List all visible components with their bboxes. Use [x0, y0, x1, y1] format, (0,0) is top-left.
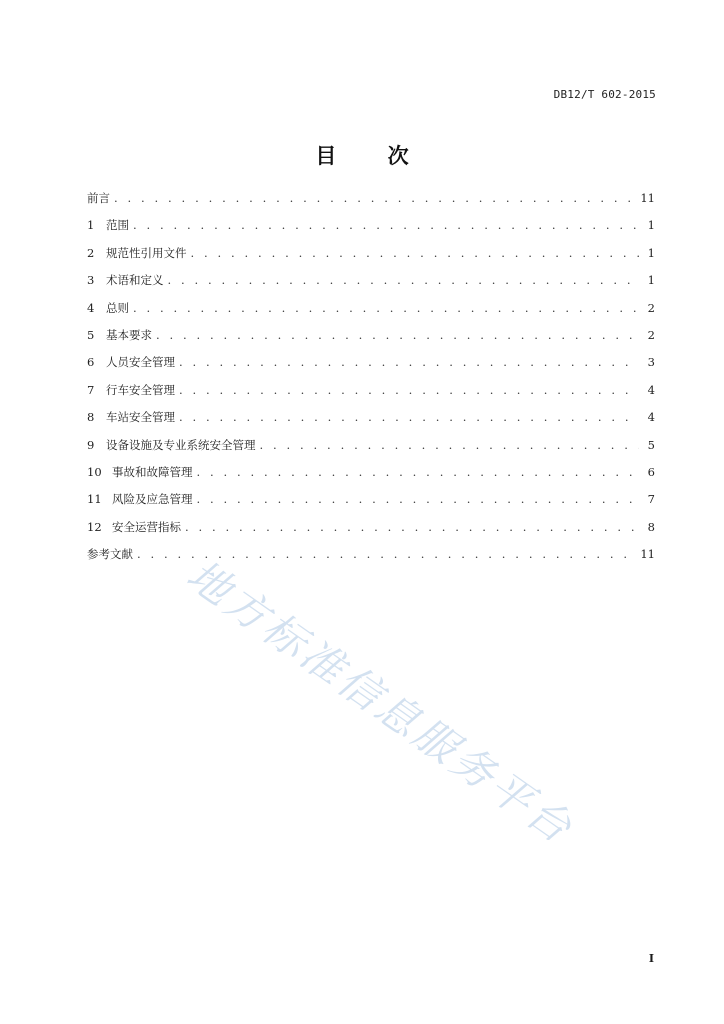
toc-entry-8[interactable]	[87, 409, 655, 436]
toc-entry-page: 3	[647, 355, 655, 370]
toc-entry-page: 11	[640, 547, 655, 562]
toc-leader-dots	[179, 410, 639, 424]
toc-entry-6[interactable]	[87, 354, 655, 381]
toc-entry-number: 4	[87, 300, 95, 315]
toc-entry-page: 1	[647, 245, 655, 260]
toc-entry-12[interactable]	[87, 519, 655, 546]
toc-entry-number: 2	[87, 245, 95, 260]
toc-entry-label: 行车安全管理	[106, 382, 175, 397]
toc-entry-page: 8	[647, 519, 655, 534]
toc-leader-dots	[133, 218, 639, 232]
toc-leader-dots	[114, 191, 634, 205]
toc-entry-label: 人员安全管理	[106, 355, 175, 370]
toc-entry-label: 术语和定义	[106, 273, 164, 288]
toc-entry-foreword[interactable]	[87, 190, 655, 217]
toc-entry-number: 10	[87, 464, 102, 479]
document-code: DB12/T 602-2015	[553, 88, 656, 101]
table-of-contents	[87, 190, 655, 573]
toc-entry-label: 事故和故障管理	[112, 464, 193, 479]
toc-entry-page: 5	[647, 437, 655, 452]
toc-entry-page: 6	[647, 464, 655, 479]
toc-leader-dots	[197, 492, 640, 506]
toc-entry-11[interactable]	[87, 491, 655, 518]
toc-leader-dots	[168, 273, 640, 287]
page-number: I	[648, 952, 654, 965]
toc-entry-page: 7	[647, 492, 655, 507]
toc-entry-page: 2	[647, 300, 655, 315]
toc-entry-label: 车站安全管理	[106, 410, 175, 425]
toc-leader-dots	[260, 438, 640, 452]
toc-entry-1[interactable]	[87, 217, 655, 244]
toc-entry-label: 安全运营指标	[112, 519, 181, 534]
toc-entry-5[interactable]	[87, 327, 655, 354]
toc-entry-7[interactable]	[87, 382, 655, 409]
toc-entry-number: 3	[87, 273, 95, 288]
toc-leader-dots	[133, 301, 639, 315]
toc-entry-label: 参考文献	[87, 547, 133, 562]
toc-leader-dots	[197, 465, 640, 479]
page-title: 目 次	[315, 144, 431, 168]
toc-entry-number: 11	[87, 492, 102, 507]
toc-entry-number: 12	[87, 519, 102, 534]
toc-entry-label: 基本要求	[106, 327, 152, 342]
toc-leader-dots	[179, 355, 639, 369]
toc-entry-references[interactable]	[87, 546, 655, 573]
toc-leader-dots	[156, 328, 639, 342]
toc-entry-page: 11	[640, 191, 655, 205]
toc-leader-dots	[191, 246, 640, 260]
toc-entry-9[interactable]	[87, 437, 655, 464]
watermark: 地方标准信息服务平台	[178, 550, 584, 855]
toc-entry-3[interactable]	[87, 272, 655, 299]
toc-entry-label: 范围	[106, 218, 129, 233]
toc-entry-page: 1	[647, 218, 655, 233]
toc-entry-label: 设备设施及专业系统安全管理	[106, 437, 256, 452]
toc-entry-page: 4	[647, 410, 655, 425]
toc-leader-dots	[179, 383, 639, 397]
toc-entry-page: 2	[647, 327, 655, 342]
toc-entry-number: 9	[87, 437, 95, 452]
toc-entry-label: 风险及应急管理	[112, 492, 193, 507]
toc-leader-dots	[185, 520, 639, 534]
toc-entry-page: 4	[647, 382, 655, 397]
toc-entry-page: 1	[647, 273, 655, 288]
toc-entry-number: 1	[87, 218, 95, 233]
toc-entry-10[interactable]	[87, 464, 655, 491]
toc-entry-number: 5	[87, 327, 95, 342]
toc-entry-label: 规范性引用文件	[106, 245, 187, 260]
toc-entry-label: 总则	[106, 300, 129, 315]
toc-entry-4[interactable]	[87, 300, 655, 327]
toc-entry-number: 6	[87, 355, 95, 370]
toc-entry-label: 前言	[87, 191, 110, 205]
toc-entry-number: 7	[87, 382, 95, 397]
toc-entry-2[interactable]	[87, 245, 655, 272]
toc-entry-number: 8	[87, 410, 95, 425]
